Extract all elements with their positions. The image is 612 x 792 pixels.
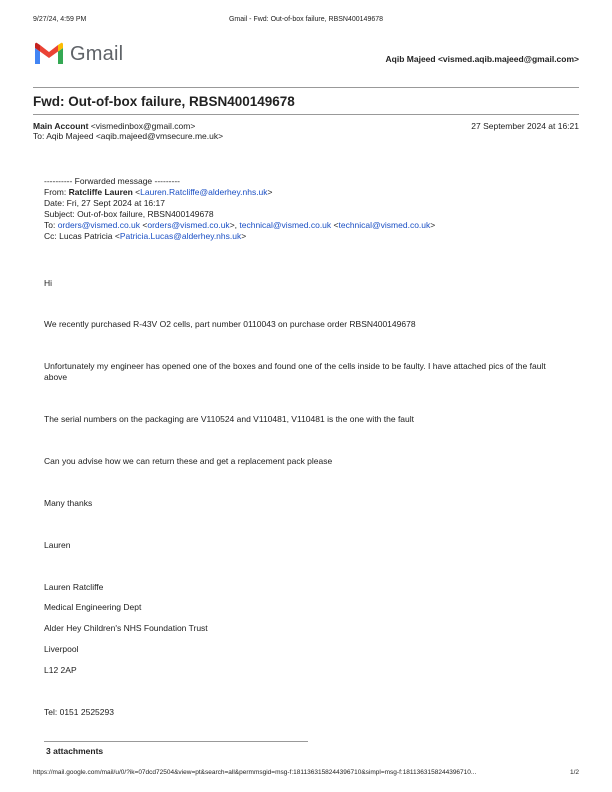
divider — [33, 87, 579, 88]
signature-organisation: Alder Hey Children's NHS Foundation Trust — [44, 623, 208, 633]
print-title: Gmail - Fwd: Out-of-box failure, RBSN400149678 — [228, 16, 384, 23]
print-page-number: 1/2 — [569, 769, 579, 776]
divider — [44, 741, 308, 742]
print-datetime: 9/27/24, 4:59 PM — [33, 16, 87, 23]
print-footer-url: https://mail.google.com/mail/u/0/?ik=07dcd72504&view=pt&search=all&permmsgid=msg-f:1811363158244396710&simpl=msg-f:1811363158244396710... — [33, 769, 477, 776]
signature-city: Liverpool — [44, 644, 79, 654]
to-orders-link[interactable]: orders@vismed.co.uk — [57, 220, 141, 230]
attachments-count[interactable]: 3 attachments — [46, 746, 104, 756]
forwarded-to: To: orders@vismed.co.uk <orders@vismed.co.uk>, technical@vismed.co.uk <technical@vismed.co.uk> — [44, 220, 436, 230]
forwarded-header: ---------- Forwarded message --------- — [44, 176, 180, 186]
signature-department: Medical Engineering Dept — [44, 602, 142, 612]
forwarded-subject: Subject: Out-of-box failure, RBSN400149678 — [44, 209, 214, 219]
signature-postcode: L12 2AP — [44, 665, 77, 675]
signature-name: Lauren Ratcliffe — [44, 582, 104, 592]
gmail-m-icon — [33, 42, 65, 66]
recipient: To: Aqib Majeed <aqib.majeed@vmsecure.me.uk> — [33, 131, 224, 141]
body-paragraph-1: We recently purchased R-43V O2 cells, part number 0110043 on purchase order RBSN400149678 — [44, 319, 416, 329]
body-paragraph-2: Unfortunately my engineer has opened one of the boxes and found one of the cells inside to be faulty. I have attached pics of the fault above — [44, 361, 546, 382]
email-subject: Fwd: Out-of-box failure, RBSN400149678 — [33, 94, 295, 109]
sender-email: <vismedinbox@gmail.com> — [90, 121, 196, 131]
gmail-wordmark: Gmail — [70, 42, 124, 65]
gmail-logo[interactable] — [33, 42, 123, 66]
cc-email-link[interactable]: Patricia.Lucas@alderhey.nhs.uk — [119, 231, 242, 241]
body-sign-off: Many thanks — [44, 498, 93, 508]
forwarded-from: From: Ratcliffe Lauren <Lauren.Ratcliffe@alderhey.nhs.uk> — [44, 187, 273, 197]
body-paragraph-3: The serial numbers on the packaging are V110524 and V110481, V110481 is the one with the fault — [44, 414, 415, 424]
signature-telephone: Tel: 0151 2525293 — [44, 707, 114, 717]
body-paragraph-4: Can you advise how we can return these and get a replacement pack please — [44, 456, 333, 466]
to-orders-email-link[interactable]: orders@vismed.co.uk — [147, 220, 230, 230]
sender — [33, 121, 195, 131]
body-name: Lauren — [44, 540, 71, 550]
sender-name: Main Account — [33, 121, 89, 131]
to-technical-email-link[interactable]: technical@vismed.co.uk — [338, 220, 431, 230]
body-greeting: Hi — [44, 278, 53, 288]
message-date: 27 September 2024 at 16:21 — [471, 121, 579, 131]
account-name: Aqib Majeed <vismed.aqib.majeed@gmail.com> — [385, 54, 579, 64]
forwarded-date: Date: Fri, 27 Sept 2024 at 16:17 — [44, 198, 165, 208]
to-technical-link[interactable]: technical@vismed.co.uk — [239, 220, 332, 230]
forwarded-from-email-link[interactable]: Lauren.Ratcliffe@alderhey.nhs.uk — [140, 187, 268, 197]
divider — [33, 114, 579, 115]
forwarded-header-block — [44, 176, 564, 242]
forwarded-cc: Cc: Lucas Patricia <Patricia.Lucas@alderhey.nhs.uk> — [44, 231, 247, 241]
